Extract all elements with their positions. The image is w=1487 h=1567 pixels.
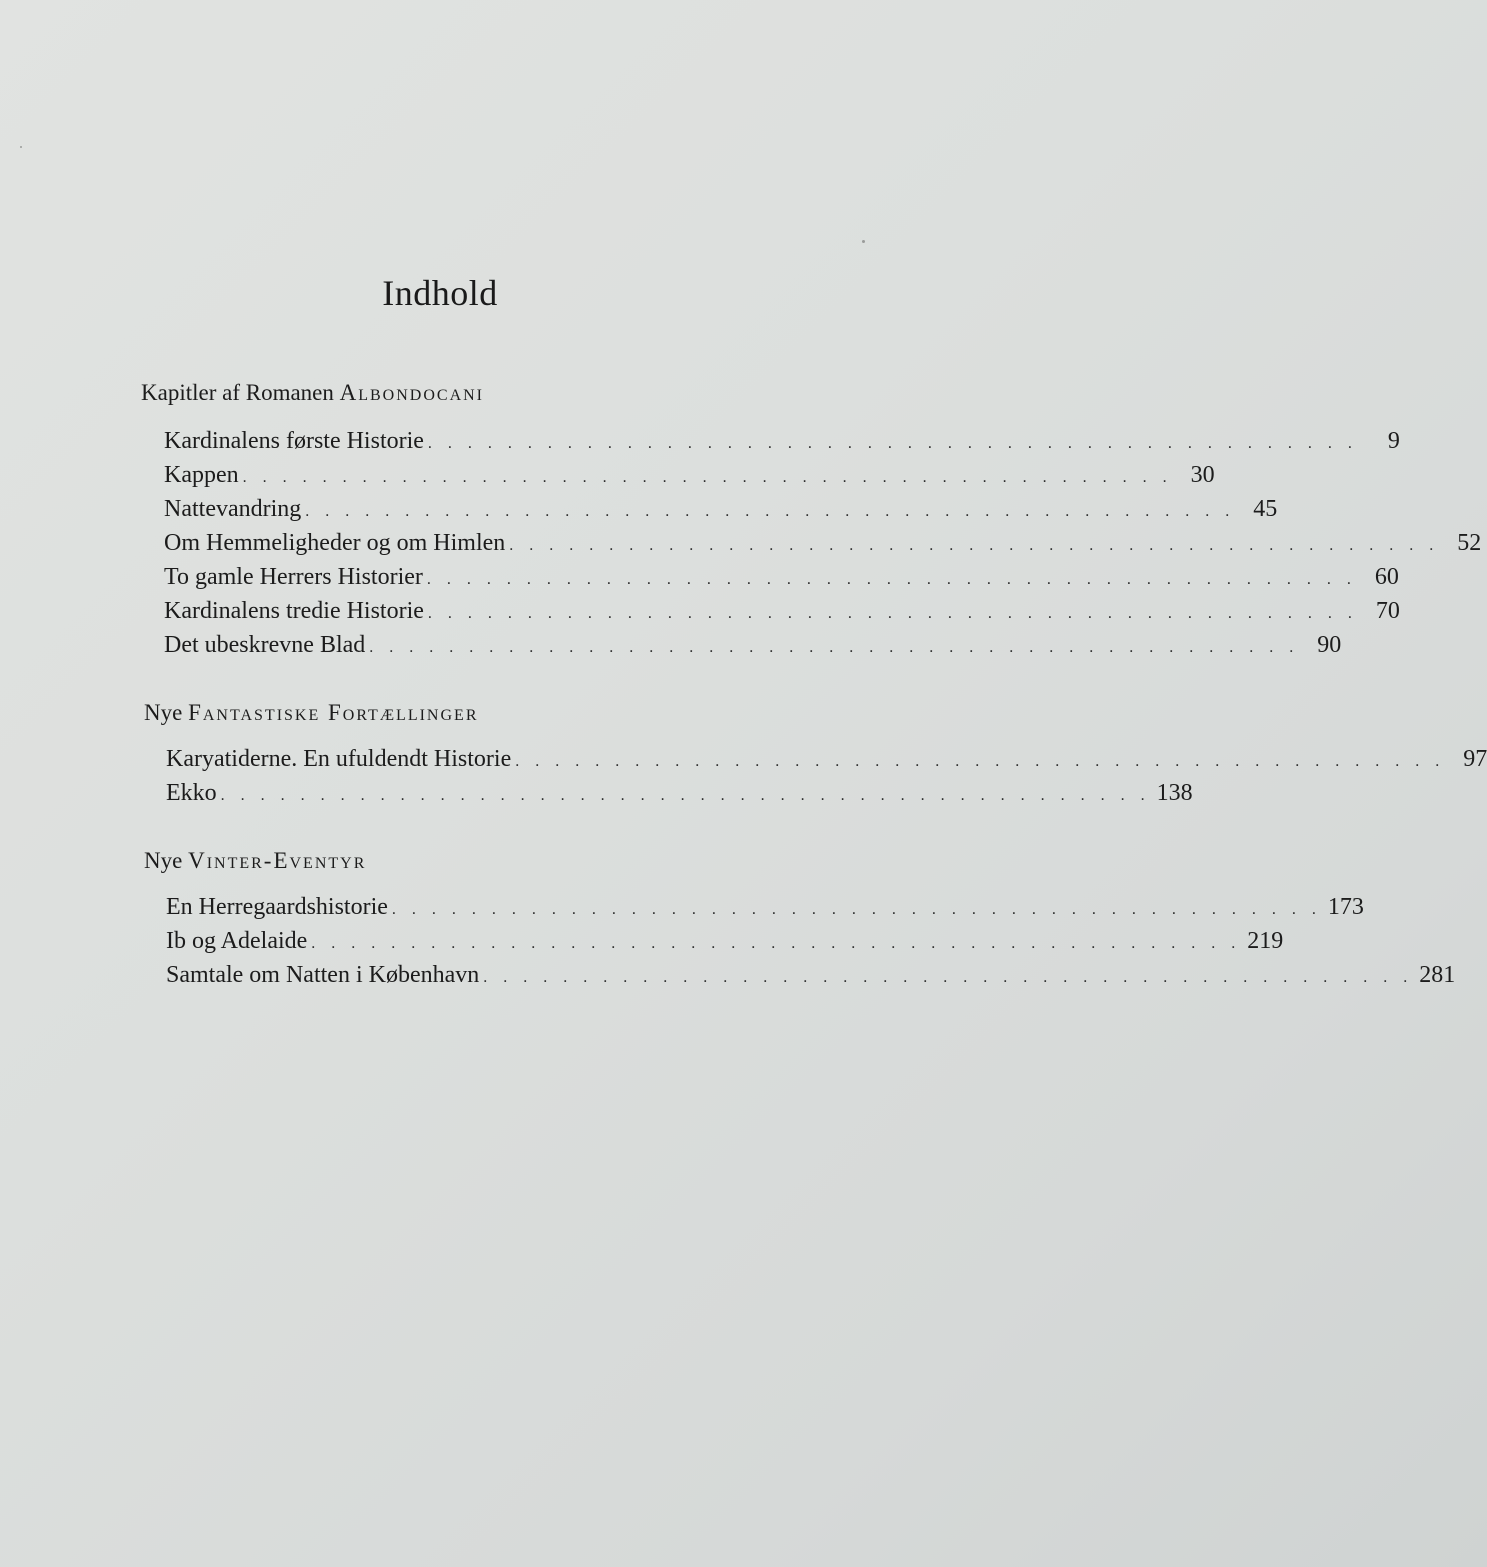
toc-entry bbox=[164, 632, 1342, 662]
section-heading-smallcaps: Vinter-Eventyr bbox=[188, 848, 367, 873]
dot-leader: . . . . . . . . . . . . . . . . . . . . . . . . . . . . . . . . . . . . . . . . . . . . . . . bbox=[515, 753, 1446, 770]
dot-leader: . . . . . . . . . . . . . . . . . . . . . . . . . . . . . . . . . . . . . . . . . . . . . . . bbox=[427, 435, 1358, 452]
toc-entry-page: 9 bbox=[1387, 428, 1400, 454]
toc-entry-title: En Herregaardshistorie bbox=[166, 894, 388, 920]
toc-entry-title: Ekko bbox=[166, 780, 217, 806]
toc-entry-page: 281 bbox=[1419, 962, 1456, 988]
toc-entry-title: Samtale om Natten i København bbox=[166, 962, 480, 988]
toc-entry-title: Nattevandring bbox=[164, 496, 302, 522]
toc-entry bbox=[166, 962, 1456, 992]
toc-entry-title: To gamle Herrers Historier bbox=[164, 564, 423, 590]
toc-entry-page: 52 bbox=[1457, 530, 1482, 556]
section-heading-plain: Nye bbox=[144, 700, 189, 725]
section-heading-albondocani bbox=[141, 380, 484, 406]
toc-entry bbox=[164, 530, 1482, 560]
toc-entry-title: Ib og Adelaide bbox=[166, 928, 308, 954]
section-heading-smallcaps: Fantastiske Fortællinger bbox=[188, 700, 479, 725]
dot-leader: . . . . . . . . . . . . . . . . . . . . . . . . . . . . . . . . . . . . . . . . . . . . . . . bbox=[369, 639, 1300, 656]
paper-speck bbox=[20, 146, 22, 148]
toc-entry-page: 97 bbox=[1463, 746, 1487, 772]
toc-entry bbox=[166, 780, 1193, 810]
dot-leader: . . . . . . . . . . . . . . . . . . . . . . . . . . . . . . . . . . . . . . . . . . . . . . . bbox=[305, 503, 1236, 520]
section-heading-plain: Nye bbox=[144, 848, 189, 873]
page-title: Indhold bbox=[382, 273, 498, 313]
toc-entry-title: Det ubeskrevne Blad bbox=[164, 632, 366, 658]
dot-leader: . . . . . . . . . . . . . . . . . . . . . . . . . . . . . . . . . . . . . . . . . . . . . . . bbox=[311, 935, 1242, 952]
dot-leader: . . . . . . . . . . . . . . . . . . . . . . . . . . . . . . . . . . . . . . . . . . . . . . . bbox=[427, 605, 1358, 622]
toc-entry bbox=[164, 598, 1400, 628]
toc-entry bbox=[164, 564, 1399, 594]
toc-entry bbox=[164, 428, 1400, 458]
section-heading-plain: Kapitler af Romanen bbox=[141, 380, 340, 405]
toc-entry-page: 90 bbox=[1317, 632, 1342, 658]
section-heading-smallcaps: Albondocani bbox=[339, 380, 485, 405]
toc-entry-title: Kappen bbox=[164, 462, 239, 488]
toc-entry-page: 60 bbox=[1374, 564, 1399, 590]
toc-entry bbox=[164, 496, 1278, 526]
toc-entry-title: Om Hemmeligheder og om Himlen bbox=[164, 530, 506, 556]
toc-entry-title: Kardinalens første Historie bbox=[164, 428, 424, 454]
dot-leader: . . . . . . . . . . . . . . . . . . . . . . . . . . . . . . . . . . . . . . . . . . . . . . . bbox=[391, 901, 1322, 918]
toc-entry-page: 138 bbox=[1156, 780, 1193, 806]
toc-entry bbox=[166, 928, 1284, 958]
paper-speck bbox=[862, 240, 865, 243]
dot-leader: . . . . . . . . . . . . . . . . . . . . . . . . . . . . . . . . . . . . . . . . . . . . . . . bbox=[509, 537, 1440, 554]
section-heading-vinter-eventyr bbox=[144, 848, 366, 874]
toc-entry-title: Karyatiderne. En ufuldendt Historie bbox=[166, 746, 512, 772]
toc-entry bbox=[164, 462, 1215, 492]
toc-entry-title: Kardinalens tredie Historie bbox=[164, 598, 424, 624]
toc-entry-page: 173 bbox=[1327, 894, 1364, 920]
section-heading-fantastiske bbox=[144, 700, 479, 726]
toc-entry bbox=[166, 746, 1487, 776]
toc-entry bbox=[166, 894, 1364, 924]
toc-entry-page: 45 bbox=[1253, 496, 1278, 522]
toc-entry-page: 70 bbox=[1375, 598, 1400, 624]
toc-entry-page: 30 bbox=[1190, 462, 1215, 488]
dot-leader: . . . . . . . . . . . . . . . . . . . . . . . . . . . . . . . . . . . . . . . . . . . . . . . bbox=[242, 469, 1173, 486]
dot-leader: . . . . . . . . . . . . . . . . . . . . . . . . . . . . . . . . . . . . . . . . . . . . . . . bbox=[426, 571, 1357, 588]
toc-entry-page: 219 bbox=[1247, 928, 1284, 954]
dot-leader: . . . . . . . . . . . . . . . . . . . . . . . . . . . . . . . . . . . . . . . . . . . . . . . bbox=[483, 969, 1414, 986]
dot-leader: . . . . . . . . . . . . . . . . . . . . . . . . . . . . . . . . . . . . . . . . . . . . . . . bbox=[220, 787, 1151, 804]
